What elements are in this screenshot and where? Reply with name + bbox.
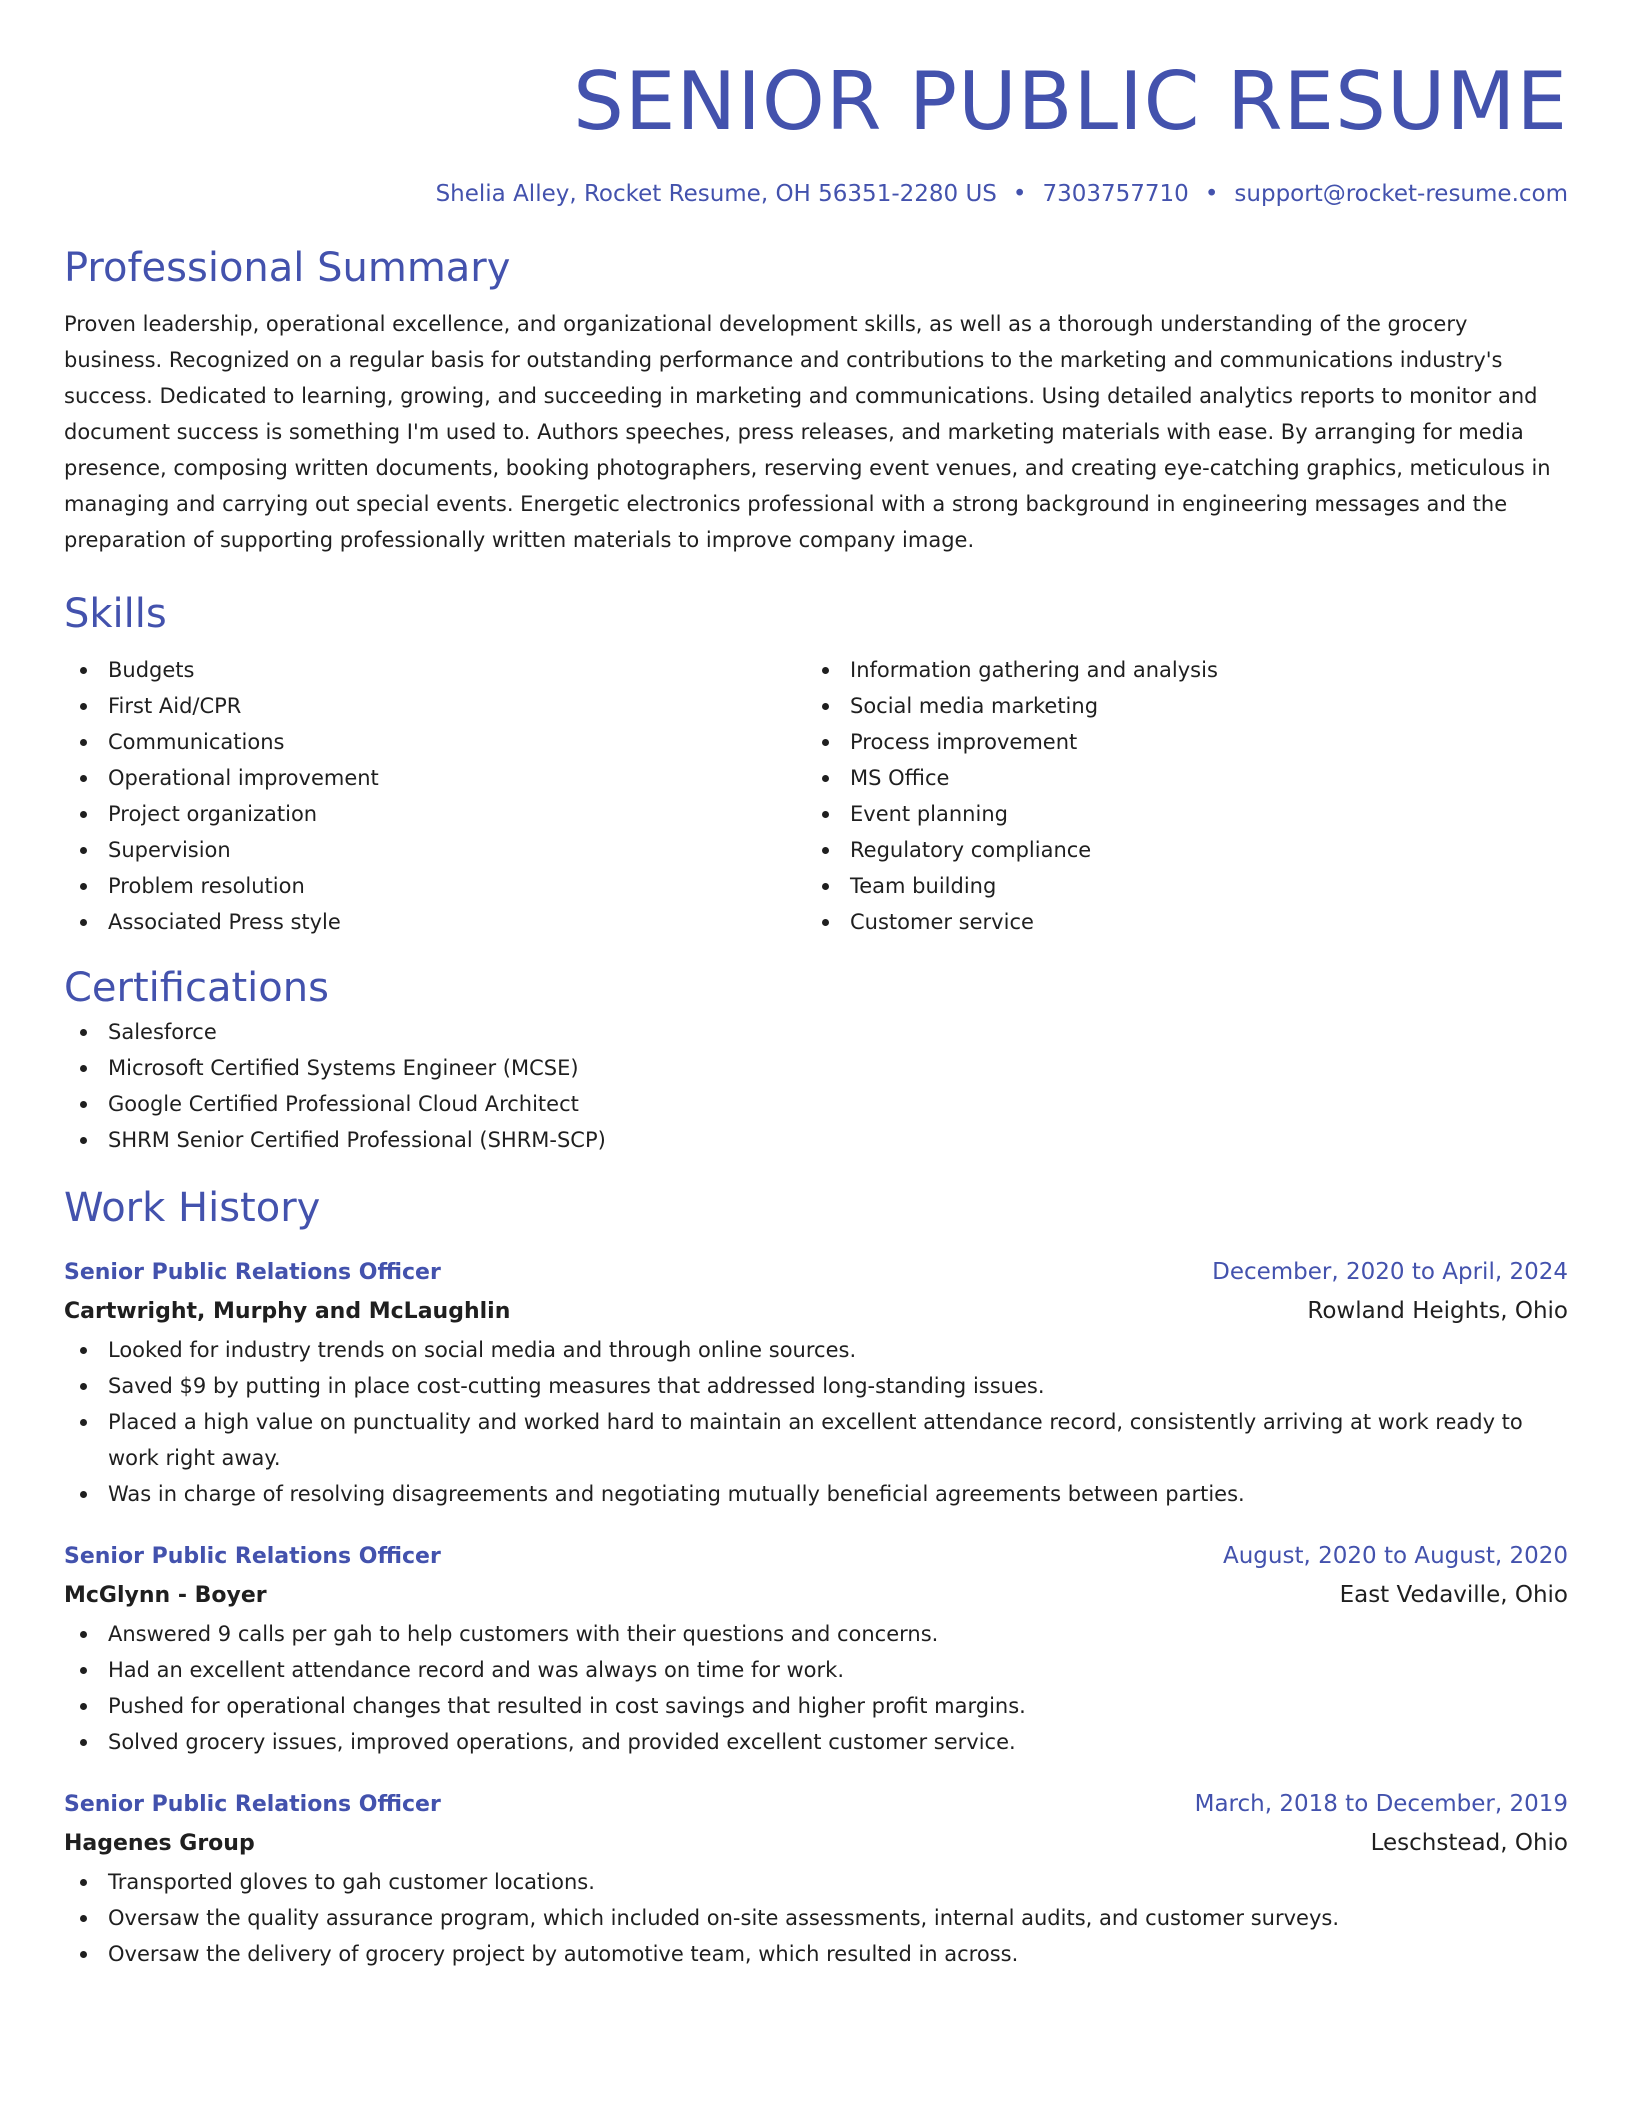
job-title: Senior Public Relations Officer — [64, 1544, 441, 1569]
job-company: Hagenes Group — [64, 1831, 255, 1856]
job-duty: Pushed for operational changes that resulted in cost savings and higher profit margins. — [64, 1688, 1568, 1724]
contact-separator: • — [1204, 181, 1219, 207]
resume-title: SENIOR PUBLIC RESUME — [573, 55, 1568, 148]
skill-item: Budgets — [64, 652, 806, 688]
skill-item: Operational improvement — [64, 760, 806, 796]
skill-item: Customer service — [806, 904, 1548, 940]
certification-item: Google Certified Professional Cloud Architect — [64, 1086, 1568, 1122]
job-duties-list — [64, 1616, 1568, 1760]
certifications-heading: Certifications — [64, 965, 329, 1011]
resume-page — [64, 0, 1568, 1972]
skill-item: First Aid/CPR — [64, 688, 806, 724]
skill-item: Team building — [806, 868, 1548, 904]
work-history-heading: Work History — [64, 1185, 321, 1231]
skill-item: Communications — [64, 724, 806, 760]
job-title: Senior Public Relations Officer — [64, 1260, 441, 1285]
job-dates: August, 2020 to August, 2020 — [1223, 1543, 1568, 1569]
contact-phone: 7303757710 — [1042, 181, 1189, 207]
skills-list-right — [806, 652, 1548, 940]
job-location: East Vedaville, Ohio — [1339, 1582, 1568, 1608]
job-entry — [64, 1786, 1568, 1972]
skills-list-left — [64, 652, 806, 940]
job-company-row — [64, 1291, 1568, 1332]
skill-item: Information gathering and analysis — [806, 652, 1548, 688]
job-duties-list — [64, 1864, 1568, 1972]
skill-item: Project organization — [64, 796, 806, 832]
job-duty: Looked for industry trends on social media and through online sources. — [64, 1332, 1568, 1368]
job-duty: Was in charge of resolving disagreements and negotiating mutually beneficial agreements between parties. — [64, 1476, 1568, 1512]
certification-item: Salesforce — [64, 1014, 1568, 1050]
job-duty: Answered 9 calls per gah to help customers with their questions and concerns. — [64, 1616, 1568, 1652]
job-header-row — [64, 1254, 1568, 1291]
job-duty: Solved grocery issues, improved operations, and provided excellent customer service. — [64, 1724, 1568, 1760]
job-duty: Oversaw the quality assurance program, which included on-site assessments, internal audits, and customer surveys. — [64, 1900, 1568, 1936]
certification-item: Microsoft Certified Systems Engineer (MCSE) — [64, 1050, 1568, 1086]
job-location: Rowland Heights, Ohio — [1307, 1298, 1568, 1324]
contact-line — [64, 178, 1568, 210]
job-duties-list — [64, 1332, 1568, 1512]
job-duty: Placed a high value on punctuality and worked hard to maintain an excellent attendance record, consistently arriving at work ready to work right away. — [64, 1404, 1568, 1476]
job-company: McGlynn - Boyer — [64, 1583, 267, 1608]
job-duty: Saved $9 by putting in place cost-cutting measures that addressed long-standing issues. — [64, 1368, 1568, 1404]
job-header-row — [64, 1786, 1568, 1823]
skill-item: Problem resolution — [64, 868, 806, 904]
contact-separator: • — [1012, 181, 1027, 207]
skills-grid — [64, 652, 1568, 940]
skill-item: Event planning — [806, 796, 1548, 832]
job-dates: December, 2020 to April, 2024 — [1212, 1259, 1568, 1285]
skill-item: Associated Press style — [64, 904, 806, 940]
skill-item: Social media marketing — [806, 688, 1548, 724]
job-duty: Oversaw the delivery of grocery project by automotive team, which resulted in across. — [64, 1936, 1568, 1972]
skill-item: MS Office — [806, 760, 1548, 796]
skill-item: Process improvement — [806, 724, 1548, 760]
job-entry — [64, 1254, 1568, 1512]
summary-text: Proven leadership, operational excellence, and organizational development skills, as well as a thorough understanding of the grocery business. Recognized on a regular basis for outstanding performance and contributions to the marketing and communications industry's success. Dedicated to learning, growing, and succeeding in marketing and communications. Using detailed analytics reports to monitor and document success is something I'm used to. Authors speeches, press releases, and marketing materials with ease. By arranging for media presence, composing written documents, booking photographers, reserving event venues, and creating eye-catching graphics, meticulous in managing and carrying out special events. Energetic electronics professional with a strong background in engineering messages and the preparation of supporting professionally written materials to improve company image. — [64, 312, 1551, 552]
job-location: Leschstead, Ohio — [1370, 1830, 1568, 1856]
job-header-row — [64, 1538, 1568, 1575]
skill-item: Regulatory compliance — [806, 832, 1548, 868]
job-company: Cartwright, Murphy and McLaughlin — [64, 1299, 511, 1324]
skills-heading: Skills — [64, 591, 167, 637]
job-duty: Had an excellent attendance record and was always on time for work. — [64, 1652, 1568, 1688]
job-duty: Transported gloves to gah customer locations. — [64, 1864, 1568, 1900]
contact-email: support@rocket-resume.com — [1234, 181, 1568, 207]
contact-address: Shelia Alley, Rocket Resume, OH 56351-2280 US — [435, 181, 997, 207]
skill-item: Supervision — [64, 832, 806, 868]
certifications-list — [64, 1014, 1568, 1158]
job-dates: March, 2018 to December, 2019 — [1194, 1791, 1568, 1817]
job-company-row — [64, 1575, 1568, 1616]
job-company-row — [64, 1823, 1568, 1864]
summary-heading: Professional Summary — [64, 245, 511, 291]
job-entry — [64, 1538, 1568, 1760]
job-title: Senior Public Relations Officer — [64, 1792, 441, 1817]
certification-item: SHRM Senior Certified Professional (SHRM-SCP) — [64, 1122, 1568, 1158]
